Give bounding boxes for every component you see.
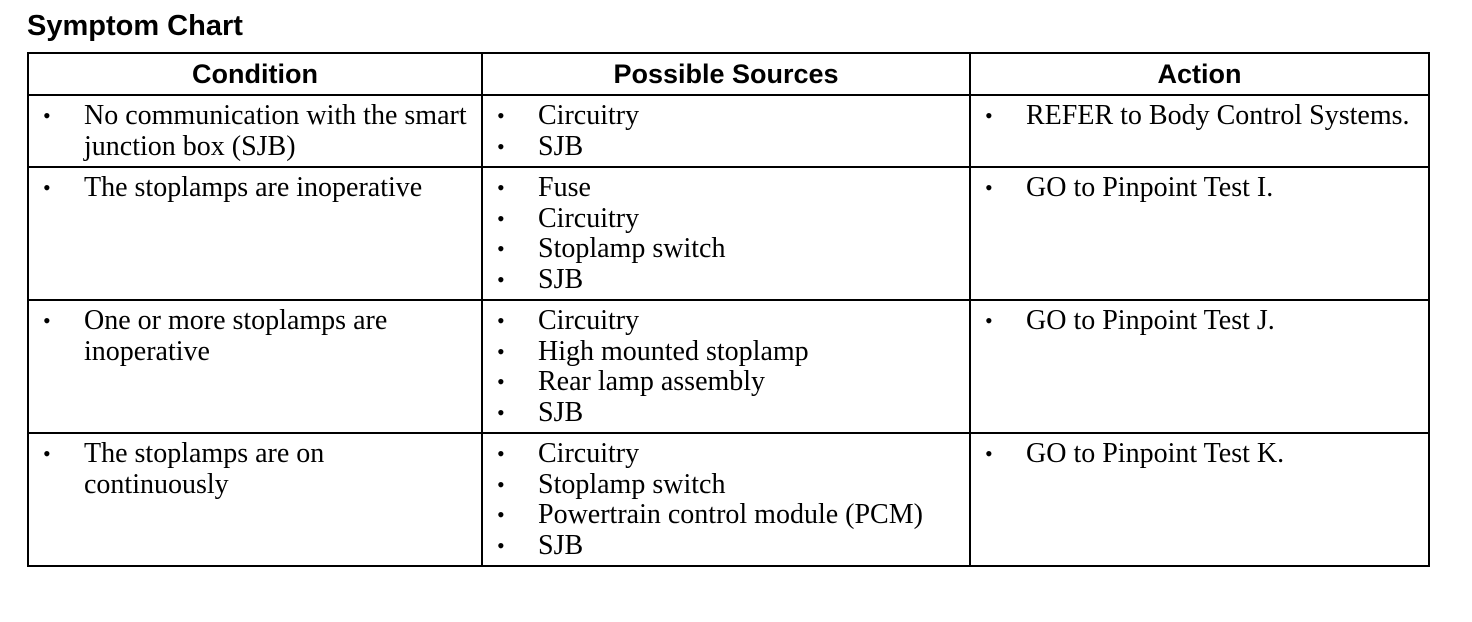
- table-row: [28, 95, 1429, 167]
- bullet-icon: •: [497, 103, 505, 128]
- action-cell: [970, 300, 1429, 433]
- bullet-icon: •: [497, 471, 505, 497]
- list-item: [483, 306, 969, 337]
- source-text: Stoplamp switch: [538, 233, 726, 264]
- source-text: High mounted stoplamp: [538, 335, 809, 367]
- list-item: [971, 439, 1428, 470]
- source-text: Powertrain control module (PCM): [538, 499, 923, 530]
- list-item: [483, 500, 969, 531]
- action-cell: [970, 167, 1429, 300]
- list-item: [483, 101, 969, 132]
- action-text: REFER to Body Control Systems.: [1026, 100, 1410, 131]
- column-header-possible-sources: Possible Sources: [482, 53, 970, 95]
- list-item: [483, 132, 969, 163]
- source-text: SJB: [538, 263, 584, 295]
- sources-cell: [482, 95, 970, 167]
- sources-cell: [482, 433, 970, 566]
- condition-cell: [28, 300, 482, 433]
- bullet-icon: •: [497, 236, 505, 261]
- condition-cell: [28, 433, 482, 566]
- source-text: Stoplamp switch: [538, 468, 726, 500]
- list-item: [483, 265, 969, 296]
- condition-text: The stoplamps are on continuously: [84, 438, 325, 500]
- bullet-icon: •: [497, 205, 505, 231]
- action-cell: [970, 433, 1429, 566]
- condition-text: One or more stoplamps are inoperative: [84, 305, 388, 367]
- source-text: Circuitry: [538, 305, 640, 336]
- source-text: SJB: [538, 130, 584, 162]
- bullet-icon: •: [497, 369, 505, 394]
- list-item: [483, 398, 969, 429]
- action-text: GO to Pinpoint Test K.: [1026, 438, 1285, 469]
- bullet-icon: •: [497, 133, 505, 159]
- source-text: Circuitry: [538, 202, 640, 234]
- bullet-icon: •: [497, 532, 505, 558]
- source-text: Fuse: [538, 172, 591, 203]
- bullet-icon: •: [497, 399, 505, 425]
- table-row: [28, 167, 1429, 300]
- bullet-icon: •: [43, 175, 51, 200]
- list-item: [483, 173, 969, 204]
- bullet-icon: •: [985, 175, 993, 200]
- column-header-condition: Condition: [28, 53, 482, 95]
- list-item: [483, 204, 969, 235]
- condition-cell: [28, 167, 482, 300]
- source-text: Circuitry: [538, 438, 640, 469]
- list-item: [971, 173, 1428, 204]
- bullet-icon: •: [43, 103, 51, 128]
- list-item: [29, 439, 481, 500]
- source-text: Circuitry: [538, 100, 640, 131]
- list-item: [483, 367, 969, 398]
- bullet-icon: •: [497, 338, 505, 364]
- list-item: [971, 101, 1428, 132]
- list-item: [971, 306, 1428, 337]
- bullet-icon: •: [497, 266, 505, 292]
- symptom-chart-table: [27, 52, 1430, 567]
- action-cell: [970, 95, 1429, 167]
- column-header-action: Action: [970, 53, 1429, 95]
- source-text: SJB: [538, 529, 584, 561]
- condition-cell: [28, 95, 482, 167]
- condition-text: No communication with the smart junction box (SJB): [84, 100, 467, 162]
- table-row: [28, 433, 1429, 566]
- list-item: [29, 306, 481, 367]
- bullet-icon: •: [43, 308, 51, 333]
- list-item: [483, 337, 969, 368]
- bullet-icon: •: [497, 175, 505, 200]
- list-item: [29, 101, 481, 162]
- list-item: [29, 173, 481, 204]
- bullet-icon: •: [497, 308, 505, 333]
- sources-cell: [482, 300, 970, 433]
- bullet-icon: •: [985, 308, 993, 333]
- bullet-icon: •: [497, 441, 505, 466]
- bullet-icon: •: [985, 103, 993, 128]
- bullet-icon: •: [497, 502, 505, 527]
- list-item: [483, 470, 969, 501]
- bullet-icon: •: [43, 441, 51, 466]
- condition-text: The stoplamps are inoperative: [84, 172, 423, 203]
- source-text: SJB: [538, 396, 584, 428]
- source-text: Rear lamp assembly: [538, 366, 766, 397]
- sources-cell: [482, 167, 970, 300]
- table-header-row: [28, 53, 1429, 95]
- action-text: GO to Pinpoint Test I.: [1026, 172, 1274, 203]
- list-item: [483, 234, 969, 265]
- page-title: Symptom Chart: [27, 10, 243, 42]
- action-text: GO to Pinpoint Test J.: [1026, 305, 1275, 336]
- list-item: [483, 531, 969, 562]
- bullet-icon: •: [985, 441, 993, 466]
- table-row: [28, 300, 1429, 433]
- list-item: [483, 439, 969, 470]
